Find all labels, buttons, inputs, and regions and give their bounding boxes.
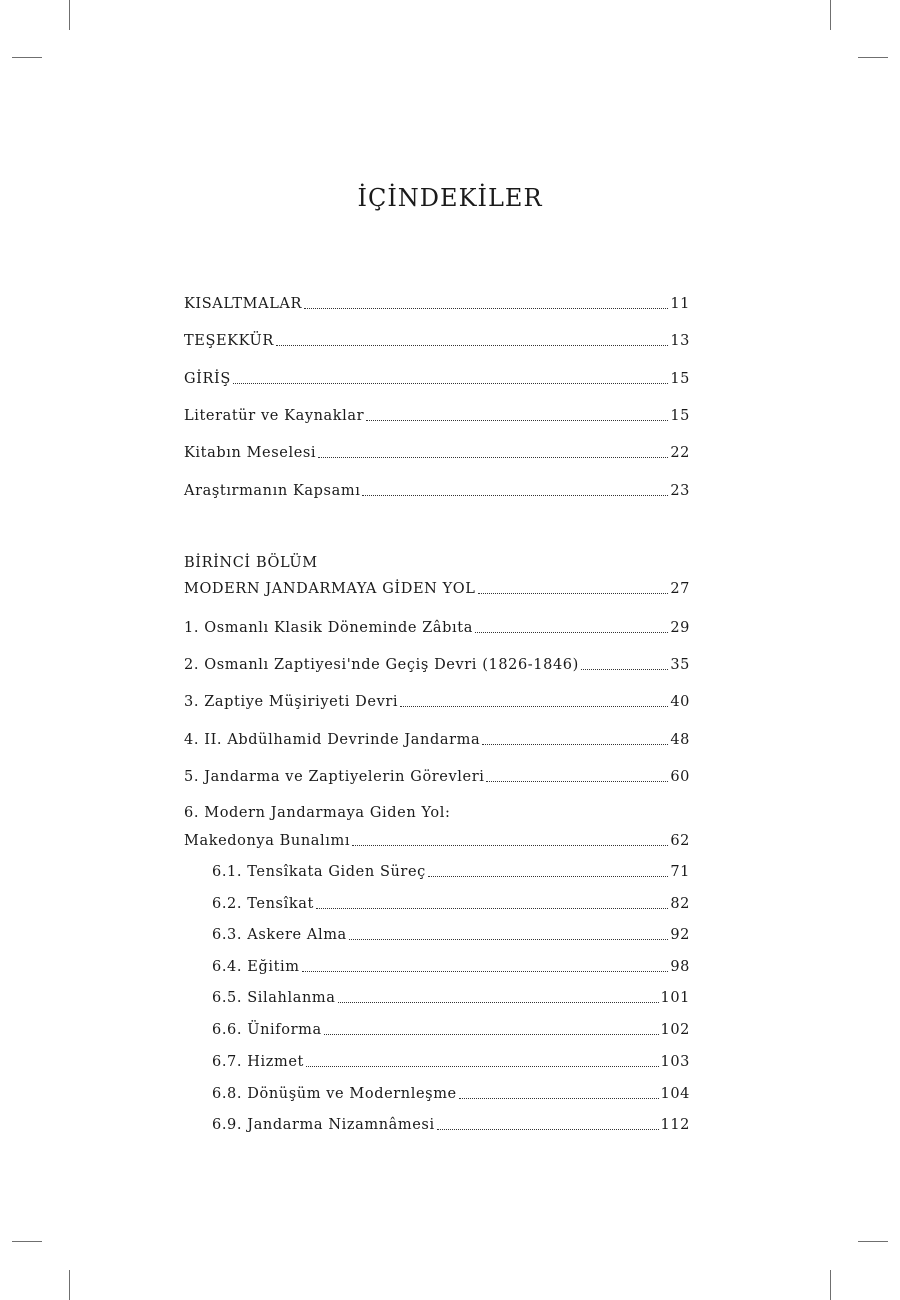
- toc-entry-section-6-5[interactable]: [212, 985, 690, 1007]
- toc-entry-section-6-8[interactable]: [212, 1081, 690, 1103]
- toc-entry-chapter-3[interactable]: [184, 689, 690, 711]
- toc-entry-page: 11: [670, 296, 690, 312]
- toc-entry-page: 104: [660, 1086, 690, 1102]
- toc-entry-page: 82: [670, 896, 690, 912]
- toc-entry-label: 2. Osmanlı Zaptiyesi'nde Geçiş Devri (1826-1846): [184, 657, 579, 673]
- toc-entry-giris[interactable]: [184, 366, 690, 388]
- toc-entry-arastirmanin-kapsami[interactable]: [184, 478, 690, 500]
- toc-entry-page: 23: [670, 483, 690, 499]
- toc-entry-section-6-2[interactable]: [212, 891, 690, 913]
- toc-entry-label: 4. II. Abdülhamid Devrinde Jandarma: [184, 732, 481, 748]
- toc-entry-label: 3. Zaptiye Müşiriyeti Devri: [184, 694, 399, 710]
- dot-leader: [486, 780, 668, 782]
- toc-entry-page: 15: [670, 371, 690, 387]
- crop-mark-top-right: [830, 0, 831, 30]
- toc-entry-page: 15: [670, 408, 690, 424]
- toc-entry-label: 6.3. Askere Alma: [212, 927, 347, 943]
- crop-mark-left-top: [12, 57, 42, 58]
- toc-entry-tesekkur[interactable]: [184, 328, 690, 350]
- dot-leader: [362, 494, 668, 496]
- toc-entry-page: 27: [670, 581, 690, 597]
- dot-leader: [475, 631, 668, 633]
- toc-entry-page: 48: [670, 732, 690, 748]
- toc-entry-page: 40: [670, 694, 690, 710]
- toc-entry-label: Kitabın Meselesi: [184, 445, 317, 461]
- toc-entry-section-6-1[interactable]: [212, 859, 690, 881]
- toc-entry-chapter-6[interactable]: [184, 828, 690, 850]
- toc-entry-label: 6.1. Tensîkata Giden Süreç: [212, 864, 426, 880]
- toc-entry-page: 62: [670, 833, 690, 849]
- crop-mark-top-left: [69, 0, 70, 30]
- toc-entry-page: 35: [670, 657, 690, 673]
- toc-entry-page: 13: [670, 333, 690, 349]
- dot-leader: [437, 1128, 659, 1130]
- toc-entry-label: 6.7. Hizmet: [212, 1054, 304, 1070]
- toc-entry-literatur[interactable]: [184, 403, 690, 425]
- toc-entry-label: 1. Osmanlı Klasik Döneminde Zâbıta: [184, 620, 473, 636]
- toc-entry-label: Makedonya Bunalımı: [184, 833, 351, 849]
- dot-leader: [366, 419, 668, 421]
- toc-entry-section-6-6[interactable]: [212, 1017, 690, 1039]
- dot-leader: [581, 668, 668, 670]
- toc-entry-page: 29: [670, 620, 690, 636]
- part-heading: BİRİNCİ BÖLÜM: [184, 555, 318, 571]
- dot-leader: [428, 875, 668, 877]
- toc-entry-chapter-6-line1: 6. Modern Jandarmaya Giden Yol:: [184, 805, 451, 821]
- toc-entry-label: Literatür ve Kaynaklar: [184, 408, 365, 424]
- toc-entry-chapter-1[interactable]: [184, 615, 690, 637]
- toc-entry-chapter-4[interactable]: [184, 727, 690, 749]
- toc-entry-label: 6.6. Üniforma: [212, 1022, 322, 1038]
- toc-entry-label: Araştırmanın Kapsamı: [184, 483, 361, 499]
- toc-entry-page: 101: [660, 990, 690, 1006]
- dot-leader: [302, 970, 669, 972]
- toc-entry-label: 6.8. Dönüşüm ve Modernleşme: [212, 1086, 457, 1102]
- toc-entry-section-6-4[interactable]: [212, 954, 690, 976]
- dot-leader: [306, 1065, 659, 1067]
- toc-entry-page: 92: [670, 927, 690, 943]
- toc-entry-kitabin-meselesi[interactable]: [184, 440, 690, 462]
- toc-entry-part-title[interactable]: [184, 576, 690, 598]
- crop-mark-bottom-left: [69, 1270, 70, 1300]
- toc-entry-section-6-3[interactable]: [212, 922, 690, 944]
- toc-entry-label: 6.2. Tensîkat: [212, 896, 314, 912]
- crop-mark-bottom-right: [830, 1270, 831, 1300]
- toc-entry-page: 112: [660, 1117, 690, 1133]
- dot-leader: [324, 1033, 659, 1035]
- toc-entry-label: KISALTMALAR: [184, 296, 303, 312]
- dot-leader: [400, 705, 668, 707]
- toc-entry-page: 103: [660, 1054, 690, 1070]
- toc-entry-page: 71: [670, 864, 690, 880]
- dot-leader: [338, 1001, 659, 1003]
- toc-entry-page: 98: [670, 959, 690, 975]
- dot-leader: [478, 592, 669, 594]
- toc-entry-chapter-2[interactable]: [184, 652, 690, 674]
- dot-leader: [349, 938, 669, 940]
- page-title: İÇİNDEKİLER: [357, 184, 543, 213]
- toc-entry-page: 22: [670, 445, 690, 461]
- toc-entry-label: 6.5. Silahlanma: [212, 990, 336, 1006]
- dot-leader: [233, 382, 668, 384]
- crop-mark-right-top: [858, 57, 888, 58]
- toc-entry-page: 102: [660, 1022, 690, 1038]
- toc-entry-label: 6.9. Jandarma Nizamnâmesi: [212, 1117, 435, 1133]
- dot-leader: [276, 344, 668, 346]
- toc-entry-label: MODERN JANDARMAYA GİDEN YOL: [184, 581, 476, 597]
- toc-entry-label: 5. Jandarma ve Zaptiyelerin Görevleri: [184, 769, 485, 785]
- toc-entry-page: 60: [670, 769, 690, 785]
- toc-entry-label: GİRİŞ: [184, 371, 231, 387]
- toc-entry-label: 6.4. Eğitim: [212, 959, 300, 975]
- crop-mark-left-bottom: [12, 1241, 42, 1242]
- toc-entry-section-6-7[interactable]: [212, 1049, 690, 1071]
- dot-leader: [352, 844, 668, 846]
- toc-entry-kisaltmalar[interactable]: [184, 291, 690, 313]
- crop-mark-right-bottom: [858, 1241, 888, 1242]
- toc-entry-label: TEŞEKKÜR: [184, 333, 274, 349]
- dot-leader: [318, 456, 668, 458]
- dot-leader: [482, 743, 668, 745]
- toc-entry-section-6-9[interactable]: [212, 1112, 690, 1134]
- dot-leader: [304, 307, 668, 309]
- toc-entry-chapter-5[interactable]: [184, 764, 690, 786]
- dot-leader: [316, 907, 668, 909]
- dot-leader: [459, 1097, 659, 1099]
